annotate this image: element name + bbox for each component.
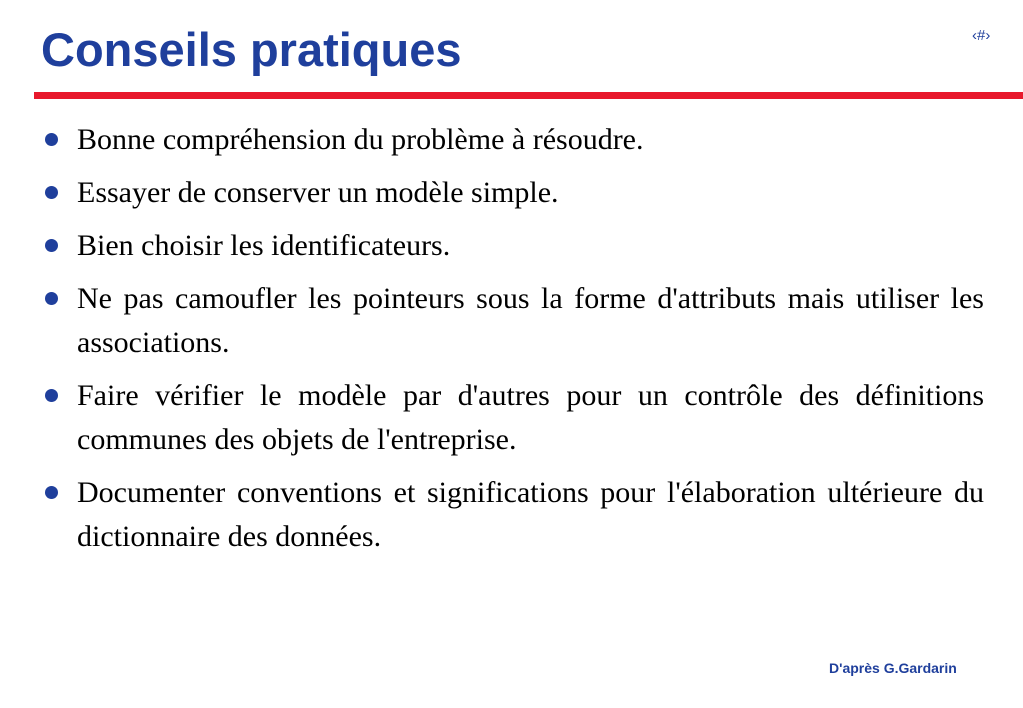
slide-number: ‹#› bbox=[972, 27, 991, 44]
attribution-footer: D'après G.Gardarin bbox=[829, 660, 957, 676]
bullet-text: Bonne compréhension du problème à résoudre. bbox=[77, 123, 644, 156]
bullet-icon bbox=[45, 239, 58, 252]
bullet-text: Documenter conventions et significations pour l'élaboration ultérieure du dictionnaire des données. bbox=[77, 476, 984, 553]
bullet-icon bbox=[45, 133, 58, 146]
title-divider bbox=[34, 92, 1023, 99]
bullet-icon bbox=[45, 486, 58, 499]
bullet-text: Bien choisir les identificateurs. bbox=[77, 229, 451, 262]
bullet-text: Faire vérifier le modèle par d'autres pour un contrôle des définitions communes des objets de l'entreprise. bbox=[77, 379, 984, 456]
list-item bbox=[0, 118, 984, 162]
slide-title: Conseils pratiques bbox=[41, 23, 462, 76]
list-item bbox=[0, 171, 984, 215]
bullet-text: Ne pas camoufler les pointeurs sous la forme d'attributs mais utiliser les associations. bbox=[77, 282, 984, 359]
list-item bbox=[0, 471, 984, 559]
bullet-list bbox=[0, 118, 1023, 568]
list-item bbox=[0, 374, 984, 462]
bullet-icon bbox=[45, 389, 58, 402]
bullet-icon bbox=[45, 186, 58, 199]
bullet-text: Essayer de conserver un modèle simple. bbox=[77, 176, 559, 209]
bullet-icon bbox=[45, 292, 58, 305]
list-item bbox=[0, 277, 984, 365]
list-item bbox=[0, 224, 984, 268]
